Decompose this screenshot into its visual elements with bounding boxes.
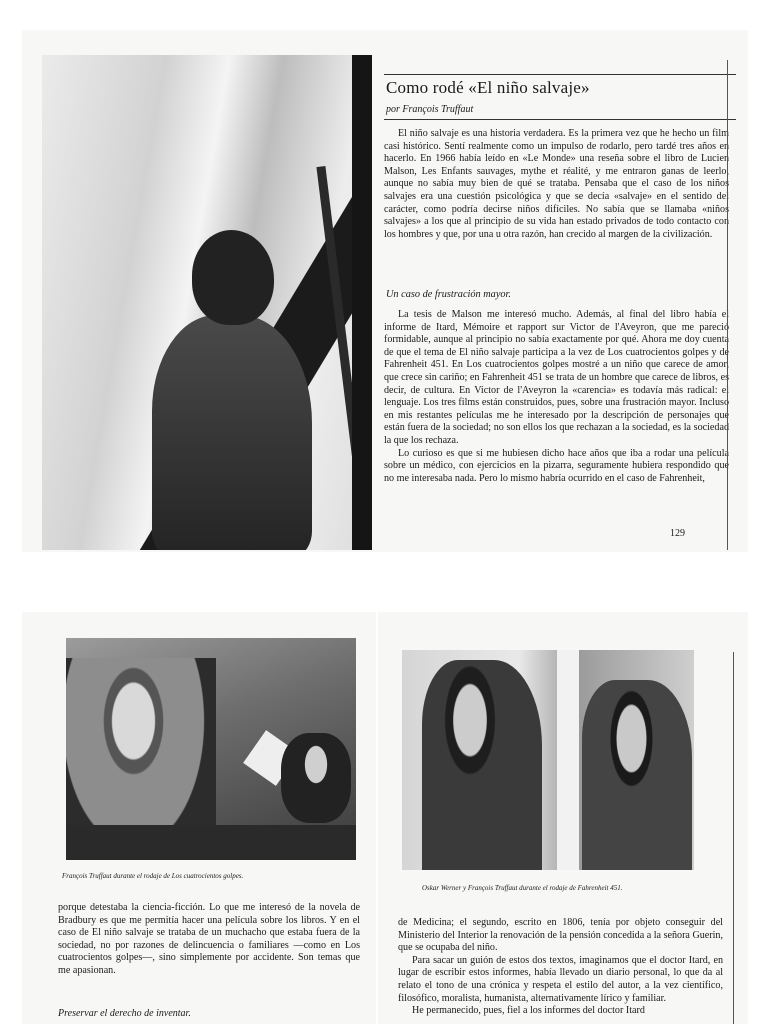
paragraph: He permanecido, pues, fiel a los informes del doctor Itard: [412, 1005, 645, 1017]
article-body-continued: [58, 902, 360, 978]
girl-on-staircase-photo: [42, 55, 372, 550]
title-rule: [384, 74, 736, 75]
paragraph: porque detestaba la ciencia-ficción. Lo que me interesó de la novela de Bradbury es que me permitía hacer una película sobre los libros. Y en el caso de El niño salvaje se trataba de un muchacho que estaba fuera de la sociedad, no por razones de delincuencia o familiares —como en Los cuatrocientos golpes—, sino simplemente por accidente. Son temas que me apasionan.: [58, 902, 360, 976]
werner-and-truffaut-photo: [402, 650, 694, 870]
truffaut-on-set-photo: [66, 638, 356, 860]
paragraph: El niño salvaje es una historia verdadera. Es la primera vez que he hecho un film casi histórico. Sentí realmente como un impulso de rodarlo, pero tardé tres años en hacerlo. En 1966 había leído en «Le Monde» una reseña sobre el libro de Lucien Malson, Les Enfants sauvages, mythe et réalité, y me entraron ganas de leerlo, aunque no sabía muy bien de qué se trataba. Pensaba que el caso de los niños salvajes era una cuestión psicológica y que se decía «salvaje» en el sentido del carácter, como podría decirse niños difíciles. No sabía que se llamaba «niños salvajes» a los que al principio de su vida han estado privados de todo contacto con los hombres y que, por una u otra razón, han crecido al margen de la civilización.: [384, 128, 729, 240]
page-number: 129: [670, 528, 685, 539]
page-edge-line: [733, 652, 734, 1024]
article-title: Como rodé «El niño salvaje»: [386, 78, 590, 97]
article-body-section: [384, 309, 729, 485]
article-page-top: [22, 30, 748, 552]
paragraph: Para sacar un guión de estos dos textos, imaginamos que el doctor Itard, en lugar de escribir estos informes, había llevado un diario personal, lo que da al relato el tono de una crónica y respeta el estilo del autor, a la vez científico, filosófico, moralista, humanista, alternativamente lírico y familiar.: [398, 954, 723, 1004]
page-edge-line: [727, 60, 728, 550]
article-page-bottom-left: [22, 612, 376, 1024]
article-body-intro: [384, 128, 729, 241]
paragraph: La tesis de Malson me interesó mucho. Además, al final del libro había el informe de Itard, Mémoire et rapport sur Victor de l'Aveyron, que me pareció formidable, aunque al principio no sabía exactamente por qué. Ahora me doy cuenta de que el tema de El niño salvaje participa a la vez de Los cuatrocientos golpes y de Fahrenheit 451. En Los cuatrocientos golpes mostré a un niño que carece de amor, que crece sin cariño; en Fahrenheit 451 se trata de un hombre que carece de libros, es decir, de cultura. En Victor de l'Aveyron la «carencia» es todavía más radical: el lenguaje. Los tres films están construidos, pues, sobre una frustración mayor. Incluso en mis restantes películas me he interesado por la descripción de personajes que están fuera de la sociedad; no son ellos los que rechazan a la sociedad, es la sociedad la que los rechaza.: [384, 309, 729, 446]
paragraph: de Medicina; el segundo, escrito en 1806, tenía por objeto conseguir del Ministerio del Interior la renovación de la pensión concedida a la señora Guerin, que se ocupaba del niño.: [398, 917, 723, 954]
photo-caption: Oskar Werner y François Truffaut durante el rodaje de Fahrenheit 451.: [422, 884, 623, 892]
paragraph: Lo curioso es que si me hubiesen dicho hace años que iba a rodar una película sobre un médico, con ejercicios en la pizarra, seguramente hubiera respondido que no me interesaba nada. Pero lo mismo habría ocurrido en el caso de Fahrenheit,: [384, 447, 729, 484]
section-subhead: Un caso de frustración mayor.: [386, 289, 511, 300]
section-subhead: Preservar el derecho de inventar.: [58, 1008, 191, 1019]
article-page-bottom-right: [378, 612, 748, 1024]
article-body-continued: [398, 917, 723, 1018]
byline-rule: [384, 119, 736, 120]
article-byline: por François Truffaut: [386, 104, 474, 115]
photo-caption: François Truffaut durante el rodaje de Los cuatrocientos golpes.: [62, 872, 244, 880]
